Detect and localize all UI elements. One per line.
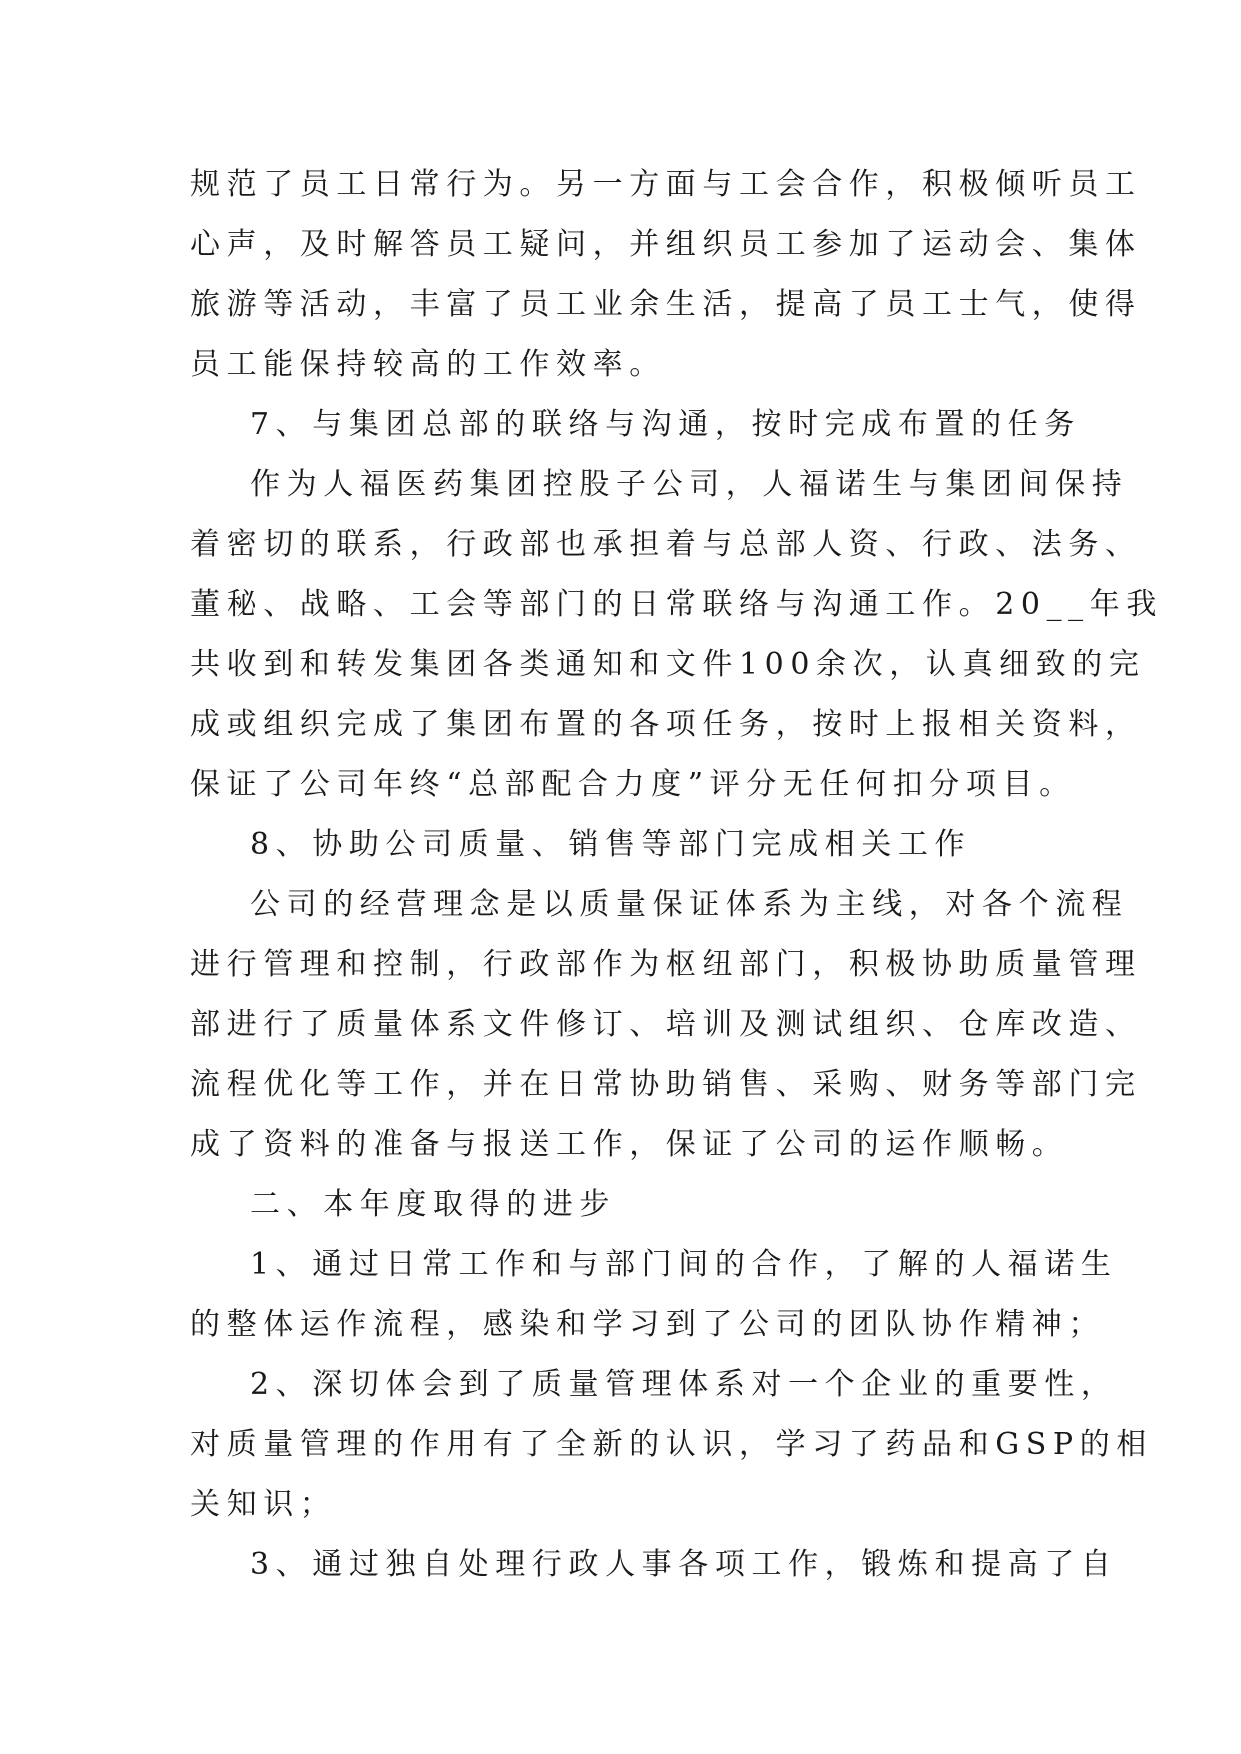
text-line: 成了资料的准备与报送工作，保证了公司的运作顺畅。 [190, 1127, 1069, 1162]
text-line: 流程优化等工作，并在日常协助销售、采购、财务等部门完 [190, 1067, 1142, 1102]
section-heading-progress: 二、本年度取得的进步 [250, 1187, 616, 1222]
body-text [190, 155, 1163, 1595]
text-line: 着密切的联系，行政部也承担着与总部人资、行政、法务、 [190, 527, 1142, 562]
text-line: 董秘、战略、工会等部门的日常联络与沟通工作。20__年我 [190, 587, 1163, 622]
text-line: 1、通过日常工作和与部门间的合作，了解的人福诺生 [250, 1247, 1118, 1282]
text-line: 2、深切体会到了质量管理体系对一个企业的重要性， [250, 1367, 1118, 1402]
text-line: 3、通过独自处理行政人事各项工作，锻炼和提高了自 [250, 1547, 1118, 1582]
text-line: 员工能保持较高的工作效率。 [190, 347, 666, 382]
text-line: 对质量管理的作用有了全新的认识，学习了药品和GSP的相 [190, 1427, 1153, 1462]
text-line: 共收到和转发集团各类通知和文件100余次，认真细致的完 [190, 647, 1146, 682]
text-line: 规范了员工日常行为。另一方面与工会合作，积极倾听员工 [190, 167, 1142, 202]
text-line: 关知识； [190, 1487, 337, 1522]
text-line: 的整体运作流程，感染和学习到了公司的团队协作精神； [190, 1307, 1105, 1342]
text-line: 保证了公司年终“总部配合力度”评分无任何扣分项目。 [190, 767, 1076, 802]
text-line: 成或组织完成了集团布置的各项任务，按时上报相关资料， [190, 707, 1142, 742]
text-line: 旅游等活动，丰富了员工业余生活，提高了员工士气，使得 [190, 287, 1142, 322]
text-line: 心声，及时解答员工疑问，并组织员工参加了运动会、集体 [190, 227, 1142, 262]
section-heading-7: 7、与集团总部的联络与沟通，按时完成布置的任务 [250, 407, 1081, 442]
text-line: 作为人福医药集团控股子公司，人福诺生与集团间保持 [250, 467, 1129, 502]
text-line: 进行管理和控制，行政部作为枢纽部门，积极协助质量管理 [190, 947, 1142, 982]
section-heading-8: 8、协助公司质量、销售等部门完成相关工作 [250, 827, 972, 862]
text-line: 部进行了质量体系文件修订、培训及测试组织、仓库改造、 [190, 1007, 1142, 1042]
text-line: 公司的经营理念是以质量保证体系为主线，对各个流程 [250, 887, 1129, 922]
